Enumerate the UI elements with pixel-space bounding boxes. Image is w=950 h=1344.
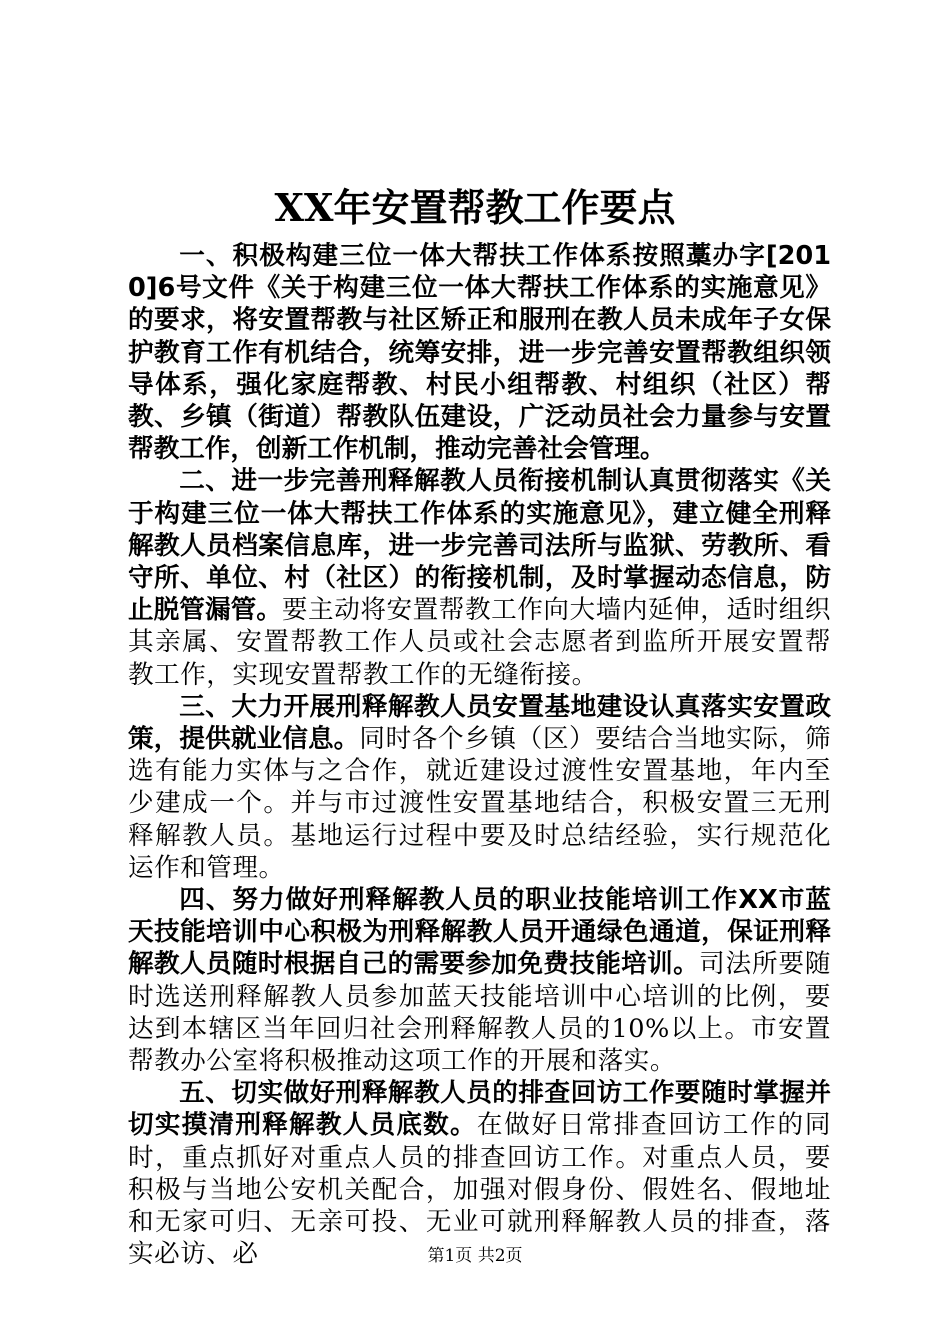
paragraph-3-heading: 三、大力开展刑释解教人员安置基地建设认真落实安置政策，提供就业信息。 xyxy=(128,691,831,755)
document-body xyxy=(128,240,831,1271)
paragraph-2 xyxy=(128,465,831,690)
paragraph-1 xyxy=(128,240,831,465)
document-title: XX年安置帮教工作要点 xyxy=(274,185,676,230)
paragraph-3-body: 同时各个乡镇（区）要结合当地实际，筛选有能力实体与之合作，就近建设过渡性安置基地，年内至少建成一个。并与市过渡性安置基地结合，积极安置三无刑释解教人员。基地运行过程中要及时总结经验，实行规范化运作和管理。 xyxy=(128,724,831,883)
page-footer: 第1页 共2页 xyxy=(427,1246,523,1266)
paragraph-2-body: 要主动将安置帮教工作向大墙内延伸，适时组织其亲属、安置帮教工作人员或社会志愿者到监所开展安置帮教工作，实现安置帮教工作的无缝衔接。 xyxy=(128,595,831,690)
paragraph-4-body: 司法所要随时选送刑释解教人员参加蓝天技能培训中心培训的比例，要达到本辖区当年回归社会刑释解教人员的10%以上。市安置帮教办公室将积极推动这项工作的开展和落实。 xyxy=(128,949,831,1077)
paragraph-5 xyxy=(128,1077,831,1270)
paragraph-4-heading: 四、努力做好刑释解教人员的职业技能培训工作XX市蓝天技能培训中心积极为刑释解教人员开通绿色通道，保证刑释解教人员随时根据自己的需要参加免费技能培训。 xyxy=(128,885,831,980)
paragraph-4 xyxy=(128,884,831,1077)
paragraph-5-body: 在做好日常排查回访工作的同时，重点抓好对重点人员的排查回访工作。对重点人员，要积极与当地公安机关配合，加强对假身份、假姓名、假地址和无家可归、无亲可投、无业可就刑释解教人员的排查，落实必访、必 xyxy=(128,1110,831,1270)
paragraph-1-heading: 一、积极构建三位一体大帮扶工作体系按照藁办字[2010]6号文件《关于构建三位一体大帮扶工作体系的实施意见》的要求，将安置帮教与社区矫正和服刑在教人员未成年子女保护教育工作有机结合，统筹安排，进一步完善安置帮教组织领导体系，强化家庭帮教、村民小组帮教、村组织（社区）帮教、乡镇（街道）帮教队伍建设，广泛动员社会力量参与安置帮教工作，创新工作机制，推动完善社会管理。 xyxy=(128,241,831,465)
paragraph-2-heading: 二、进一步完善刑释解教人员衔接机制认真贯彻落实《关于构建三位一体大帮扶工作体系的实施意见》，建立健全刑释解教人员档案信息库，进一步完善司法所与监狱、劳教所、看守所、单位、村（社区）的衔接机制，及时掌握动态信息，防止脱管漏管。 xyxy=(128,466,831,626)
paragraph-5-heading: 五、切实做好刑释解教人员的排查回访工作要随时掌握并切实摸清刑释解教人员底数。 xyxy=(128,1078,831,1141)
paragraph-3 xyxy=(128,691,831,884)
